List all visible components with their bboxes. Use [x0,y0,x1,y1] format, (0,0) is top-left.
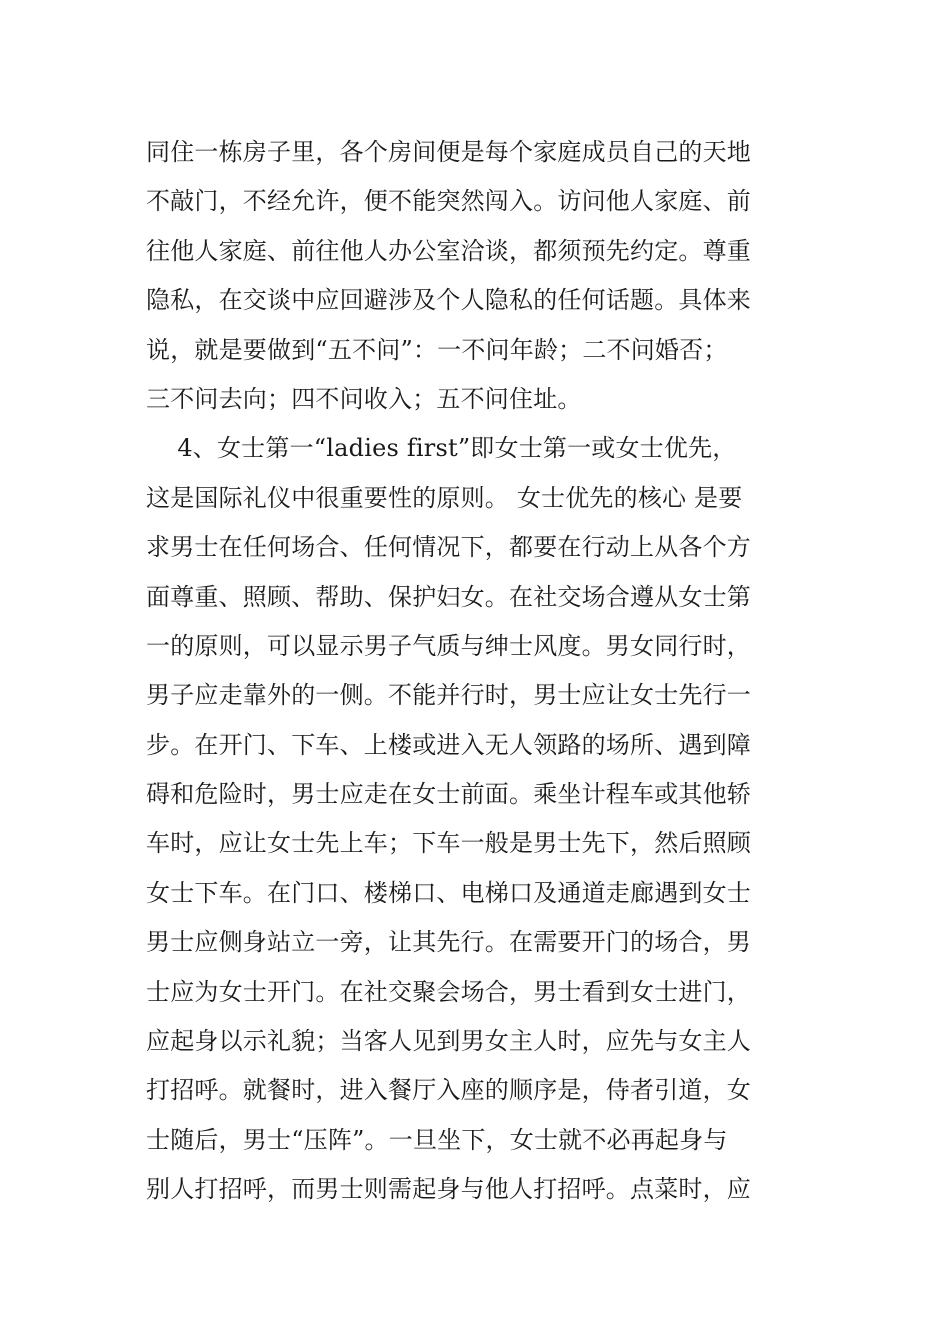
text-line: 同住一栋房子里，各个房间便是每个家庭成员自己的天地 [146,138,751,166]
text-line: 不敲门，不经允许，便不能突然闯入。访问他人家庭、前 [146,187,751,216]
text-line: 碍和危险时，男士应走在女士前面。乘坐计程车或其他轿 [146,780,751,809]
text-line: 别人打招呼，而男士则需起身与他人打招呼。点菜时，应 [146,1175,751,1204]
text-line: 车时，应让女士先上车；下车一般是男士先下，然后照顾 [146,829,751,858]
text-line: 士应为女士开门。在社交聚会场合，男士看到女士进门， [146,977,751,1006]
text-line: 步。在开门、下车、上楼或进入无人领路的场所、遇到障 [146,730,751,759]
text-line: 男子应走靠外的一侧。不能并行时，男士应让女士先行一 [146,681,751,710]
text-line: 说，就是要做到“五不问”：一不问年龄；二不问婚否； [146,335,728,364]
text-line: 这是国际礼仪中很重要性的原则。 女士优先的核心 是要 [146,483,743,512]
text-line: 士随后，男士“压阵”。一旦坐下，女士就不必再起身与 [146,1125,728,1154]
text-line: 往他人家庭、前往他人办公室洽谈，都须预先约定。尊重 [146,236,751,265]
text-line: 打招呼。就餐时，进入餐厅入座的顺序是，侍者引道，女 [146,1076,751,1105]
text-line: 男士应侧身站立一旁，让其先行。在需要开门的场合，男 [146,928,751,957]
body-text [146,128,846,1215]
text-line: 面尊重、照顾、帮助、保护妇女。在社交场合遵从女士第 [146,582,751,611]
text-line: 4、女士第一“ladies first”即女士第一或女士优先， [146,434,737,463]
text-line: 一的原则，可以显示男子气质与绅士风度。男女同行时， [146,631,751,660]
text-line: 三不问去向；四不问收入；五不问住址。 [146,384,582,413]
text-line: 女士下车。在门口、楼梯口、电梯口及通道走廊遇到女士 [146,878,751,907]
text-line: 求男士在任何场合、任何情况下，都要在行动上从各个方 [146,533,751,562]
text-line: 应起身以示礼貌；当客人见到男女主人时，应先与女主人 [146,1027,751,1056]
text-line: 隐私，在交谈中应回避涉及个人隐私的任何话题。具体来 [146,286,751,315]
